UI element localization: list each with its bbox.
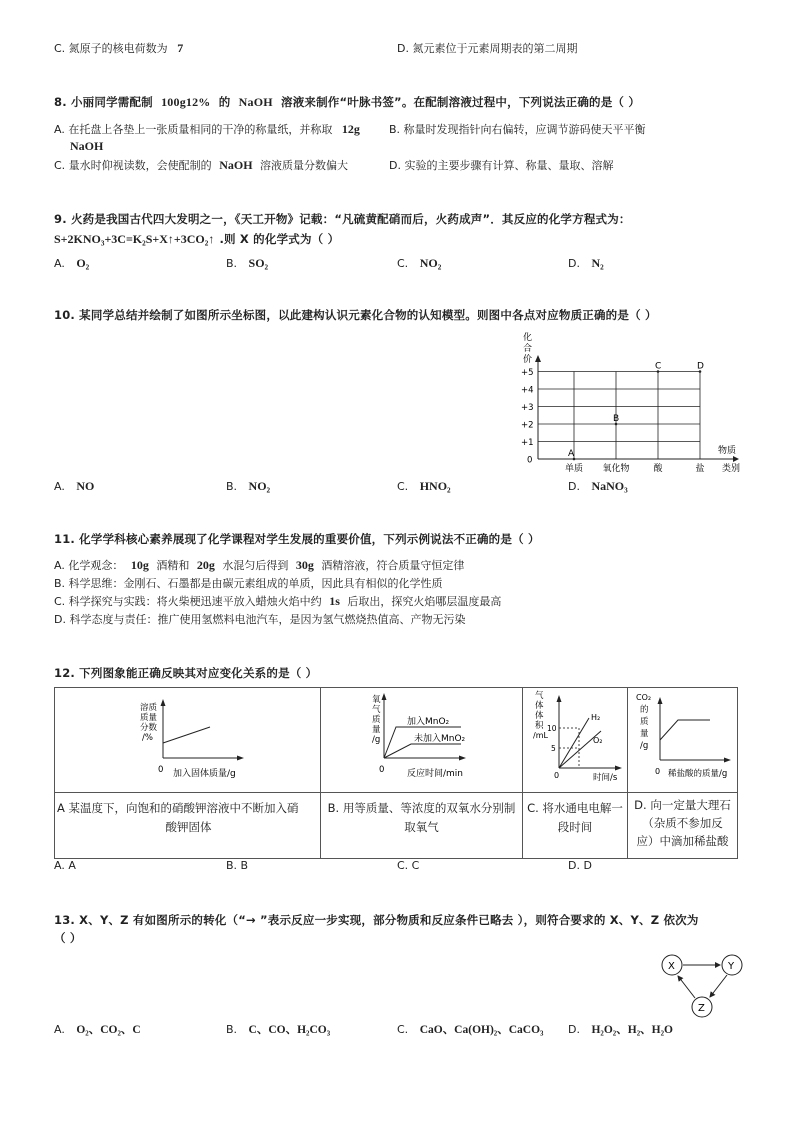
q11-option-a — [54, 557, 464, 573]
q12-graph-a-origin: 0 — [158, 765, 164, 775]
q10-x-title-1: 物质 — [718, 446, 737, 456]
q10-point-label: A — [568, 449, 575, 459]
q12-graph-c-cell — [523, 688, 628, 793]
q12-graph-b-ylabel-3: 质 — [372, 715, 381, 725]
q12-graph-d — [628, 688, 737, 788]
q12-graph-a-line — [163, 727, 210, 743]
q12-graph-c-ylabel-5: /mL — [533, 731, 548, 740]
q12-graph-a-ylabel-3: 分数 — [140, 723, 158, 733]
q12-option-d: D. D — [568, 859, 592, 872]
q9-option-b-formula: SO₂ — [248, 256, 269, 270]
q9-option-b-label: B. — [226, 257, 238, 270]
q10-option-a-label: A. — [54, 480, 65, 493]
q11-option-d: D. 科学态度与责任：推广使用氢燃料电池汽车，是因为氢气燃烧热值高、产物无污染 — [54, 613, 466, 626]
q9-option-a-label: A. — [54, 257, 65, 270]
q10-y-tick: +5 — [521, 368, 534, 378]
q13-conversion-diagram — [655, 950, 747, 1022]
q13-node-x-label: X — [668, 961, 675, 972]
q10-option-a — [54, 479, 94, 494]
q10-y-title-1: 化 — [523, 333, 533, 343]
q13-option-c — [397, 1021, 544, 1037]
q10-point-label: C — [655, 361, 662, 372]
q9-option-c-label: C. — [397, 257, 409, 270]
q11-option-a-text1: A. 化学观念： — [54, 559, 124, 572]
q9-equation-tail: .则 X 的化学式为（ ） — [219, 232, 340, 246]
q10-option-d-formula: NaNO₃ — [591, 479, 628, 493]
q12-graph-b-y-arrow — [382, 693, 387, 700]
q12-graph-b-line-2 — [384, 744, 461, 758]
q9-option-a — [54, 256, 89, 271]
q12-graph-table — [54, 687, 738, 859]
q12-graph-b-origin: 0 — [379, 765, 385, 775]
q11-option-c — [54, 593, 501, 609]
q12-option-c: C. C — [397, 859, 420, 872]
q8-option-c-text2: 溶液质量分数偏大 — [260, 159, 349, 172]
q12-caption-b — [321, 793, 523, 859]
q8-option-a-text: A. 在托盘上各垫上一张质量相同的干净的称量纸，并称取 — [54, 123, 333, 136]
q12-graph-a-ylabel-1: 溶质 — [140, 703, 158, 713]
q13-option-a-label: A. — [54, 1023, 65, 1036]
q12-graph-a-xlabel: 加入固体质量/g — [173, 769, 236, 779]
q13-option-b-label: B. — [226, 1023, 238, 1036]
q12-graph-b-legend-1: 加入MnO₂ — [407, 717, 450, 727]
q10-option-d-label: D. — [568, 480, 580, 493]
q12-option-b: B. B — [226, 859, 249, 872]
q10-option-d — [568, 479, 628, 494]
q10-y-ticks — [521, 368, 534, 466]
q12-graph-d-ylabel-1: CO₂ — [636, 693, 652, 702]
q7-option-c-value: 7 — [177, 41, 184, 55]
q8-stem-b: 100g12% — [161, 95, 211, 109]
q9-option-c — [397, 256, 441, 271]
q8-stem — [54, 94, 640, 110]
q10-y-axis-arrow — [535, 355, 541, 362]
q10-y-tick: +3 — [521, 403, 534, 413]
q8-option-a-formula: NaOH — [70, 139, 104, 153]
q9-equation-line — [54, 228, 339, 247]
q12-graph-c-ylabel-3: 体 — [535, 711, 544, 721]
q12-graph-c-h2-line — [559, 718, 589, 768]
q11-option-c-text1: C. 科学探究与实践：将火柴梗迅速平放入蜡烛火焰中约 — [54, 595, 322, 608]
q10-x-axis-arrow — [733, 456, 739, 462]
q12-graph-b-ylabel-1: 氧 — [372, 695, 381, 705]
q12-graph-a-ylabel-4: /% — [142, 733, 153, 743]
q9-option-d-label: D. — [568, 257, 580, 270]
q8-option-c — [54, 157, 348, 173]
q10-y-tick: 0 — [527, 455, 533, 466]
q12-graph-b-legend-2: 未加入MnO₂ — [414, 734, 466, 744]
q12-graph-b-cell — [321, 688, 523, 793]
q11-option-a-text4: 酒精溶液，符合质量守恒定律 — [321, 559, 465, 572]
q10-option-b — [226, 479, 270, 494]
q12-graph-a-y-arrow — [161, 699, 166, 706]
q10-x-tick: 酸 — [653, 464, 663, 474]
q8-option-b: B. 称量时发现指针向右偏转，应调节游码使天平平衡 — [389, 123, 646, 136]
q10-valence-chart — [515, 328, 750, 476]
q10-stem: 10. 某同学总结并绘制了如图所示坐标图，以此建构认识元素化合物的认知模型。则图中各点对应物质正确的是（ ） — [54, 308, 657, 322]
q12-graph-d-line — [660, 720, 710, 740]
q11-option-a-value3: 30g — [295, 558, 314, 572]
q12-graph-a-ylabel-2: 质量 — [140, 713, 158, 723]
q13-option-c-label: C. — [397, 1023, 409, 1036]
q13-stem: 13. X、Y、Z 有如图所示的转化（“→ ”表示反应一步实现，部分物质和反应条件已略去 ），则符合要求的 X、Y、Z 依次为 — [54, 913, 699, 927]
q12-caption-b-line2: 取氧气 — [404, 820, 439, 834]
q12-caption-d-line1: D. 向一定量大理石 — [634, 798, 731, 812]
q10-points — [568, 362, 704, 461]
q10-option-c — [397, 479, 451, 494]
q12-graph-d-origin: 0 — [655, 767, 661, 776]
q7-option-c-text: C. 氮原子的核电荷数为 — [54, 42, 168, 55]
q12-graph-d-cell — [628, 688, 738, 793]
q13-option-a — [54, 1021, 141, 1037]
q13-node-y-label: Y — [728, 961, 735, 972]
q12-graph-c-tick-10: 10 — [547, 724, 557, 733]
q12-graph-d-ylabel-3: 质 — [640, 717, 649, 727]
q12-caption-a — [55, 793, 321, 859]
q10-point-label: D — [697, 361, 704, 372]
q10-y-title-3: 价 — [523, 355, 533, 365]
q10-option-b-label: B. — [226, 480, 238, 493]
q11-option-a-value1: 10g — [130, 558, 149, 572]
q9-option-a-formula: O₂ — [76, 256, 90, 270]
q11-option-a-text3: 水混匀后得到 — [222, 559, 289, 572]
q10-y-tick: +1 — [521, 438, 534, 448]
q12-graph-c-ylabel-2: 体 — [535, 701, 544, 711]
q12-caption-d-line2: （杂质不参加反 — [642, 816, 723, 830]
q12-graph-c-tick-5: 5 — [551, 744, 556, 753]
q12-graph-b-xlabel: 反应时间/min — [407, 769, 464, 779]
q12-graph-c-xlabel: 时间/s — [593, 773, 618, 783]
q12-caption-c-line2: 段时间 — [557, 820, 593, 834]
q8-stem-a: 8. 小丽同学需配制 — [54, 95, 153, 109]
q12-graph-c-ylabel-1: 气 — [535, 691, 544, 701]
q13-option-d-label: D. — [568, 1023, 580, 1036]
q12-caption-a-line1: A 某温度下，向饱和的硝酸钾溶液中不断加入硝 — [57, 801, 299, 815]
q10-x-tick: 单质 — [564, 464, 584, 474]
q10-y-tick: +2 — [521, 420, 534, 431]
q11-stem: 11. 化学学科核心素养展现了化学课程对学生发展的重要价值，下列示例说法不正确的是（ ） — [54, 532, 540, 546]
q12-caption-c-line1: C. 将水通电电解一 — [527, 801, 623, 815]
q12-graph-b-x-arrow — [459, 756, 466, 761]
q12-graph-c-o2-label: O₂ — [593, 736, 603, 745]
q10-option-b-formula: NO₂ — [248, 479, 271, 493]
q12-graph-a — [55, 688, 320, 788]
q12-caption-a-line2: 酸钾固体 — [165, 820, 212, 834]
q12-caption-d — [628, 793, 738, 859]
q12-graph-c-x-arrow — [615, 766, 622, 771]
q8-stem-c: 的 — [218, 95, 231, 109]
q13-option-b — [226, 1021, 330, 1037]
q8-stem-e: 溶液来制作“叶脉书签”。在配制溶液过程中，下列说法正确的是（ ） — [281, 95, 641, 109]
q10-option-c-formula: HNO₂ — [419, 479, 451, 493]
q8-option-a-value: 12g — [341, 122, 360, 136]
q8-option-c-text: C. 量水时仰视读数，会使配制的 — [54, 159, 212, 172]
q11-option-a-text2: 酒精和 — [156, 559, 190, 572]
q13-arrow-y-z — [710, 975, 727, 997]
q9-option-b — [226, 256, 268, 271]
q12-graph-b-ylabel-2: 气 — [372, 705, 381, 715]
q10-x-ticks — [565, 462, 705, 474]
q12-caption-b-line1: B. 用等质量、等浓度的双氧水分别制 — [327, 801, 516, 815]
q11-option-b: B. 科学思维：金刚石、石墨都是由碳元素组成的单质，因此具有相似的化学性质 — [54, 577, 443, 590]
q12-option-a: A. A — [54, 859, 76, 872]
q7-option-d: D. 氮元素位于元素周期表的第二周期 — [397, 42, 578, 55]
q10-option-a-formula: NO — [76, 479, 95, 493]
q12-graph-d-ylabel-4: 量 — [640, 729, 649, 739]
q12-graph-d-ylabel-5: /g — [640, 741, 649, 751]
q10-x-title-2: 类别 — [722, 464, 741, 474]
q9-option-d — [568, 256, 604, 271]
q12-stem: 12. 下列图象能正确反映其对应变化关系的是（ ） — [54, 666, 318, 680]
q12-graph-b-ylabel-4: 量 — [372, 725, 381, 735]
q12-graph-b — [321, 688, 522, 788]
q13-option-c-formula: CaO、Ca(OH)₂、CaCO₃ — [419, 1024, 544, 1036]
q12-graph-d-x-arrow — [724, 758, 731, 763]
q12-graph-c — [523, 688, 627, 788]
q8-option-d: D. 实验的主要步骤有计算、称量、量取、溶解 — [389, 159, 614, 172]
q7-option-c — [54, 40, 183, 56]
q10-option-c-label: C. — [397, 480, 409, 493]
q12-graph-a-cell — [55, 688, 321, 793]
q12-graph-c-ylabel-4: 积 — [535, 721, 544, 731]
q12-graph-a-x-arrow — [237, 756, 244, 761]
q9-option-c-formula: NO₂ — [419, 256, 442, 270]
q8-option-a — [54, 121, 360, 137]
q9-option-d-formula: N₂ — [591, 256, 604, 270]
q11-option-a-value2: 20g — [196, 558, 215, 572]
q12-caption-d-line3: 应）中滴加稀盐酸 — [636, 834, 729, 848]
q13-node-z-label: Z — [698, 1003, 705, 1014]
q10-x-tick: 氧化物 — [602, 464, 630, 474]
q10-point-label: B — [613, 414, 620, 424]
q13-stem-paren: （ ） — [54, 931, 82, 945]
q9-equation: S+2KNO₃+3C=K₂S+X↑+3CO₂↑ — [54, 232, 215, 246]
q12-caption-c — [523, 793, 628, 859]
q13-option-a-formula: O₂、CO₂、C — [76, 1024, 141, 1036]
q11-option-c-value: 1s — [329, 594, 340, 608]
q12-graph-d-xlabel: 稀盐酸的质量/g — [668, 769, 728, 779]
q9-stem: 9. 火药是我国古代四大发明之一，《天工开物》记载：“凡硫黄配硝而后，火药成声”．其反应的化学方程式为： — [54, 212, 631, 226]
q12-graph-b-ylabel-5: /g — [372, 735, 381, 745]
q10-y-title-2: 合 — [523, 344, 533, 354]
q13-arrow-z-x — [678, 976, 695, 998]
q12-graph-d-y-arrow — [658, 697, 663, 704]
q12-graph-d-ylabel-2: 的 — [640, 705, 649, 715]
q10-y-tick: +4 — [521, 385, 534, 396]
q8-option-c-formula: NaOH — [219, 158, 253, 172]
q12-graph-c-y-arrow — [557, 695, 562, 702]
q13-option-d — [568, 1021, 673, 1037]
q10-x-tick: 盐 — [695, 464, 705, 474]
q12-graph-c-h2-label: H₂ — [591, 713, 601, 722]
q13-option-b-formula: C、CO、H₂CO₃ — [248, 1024, 331, 1036]
q8-stem-d: NaOH — [238, 95, 273, 109]
q11-option-c-text2: 后取出，探究火焰哪层温度最高 — [347, 595, 502, 608]
q13-option-d-formula: H₂O₂、H₂、H₂O — [591, 1024, 673, 1036]
q12-graph-c-origin: 0 — [554, 771, 560, 780]
